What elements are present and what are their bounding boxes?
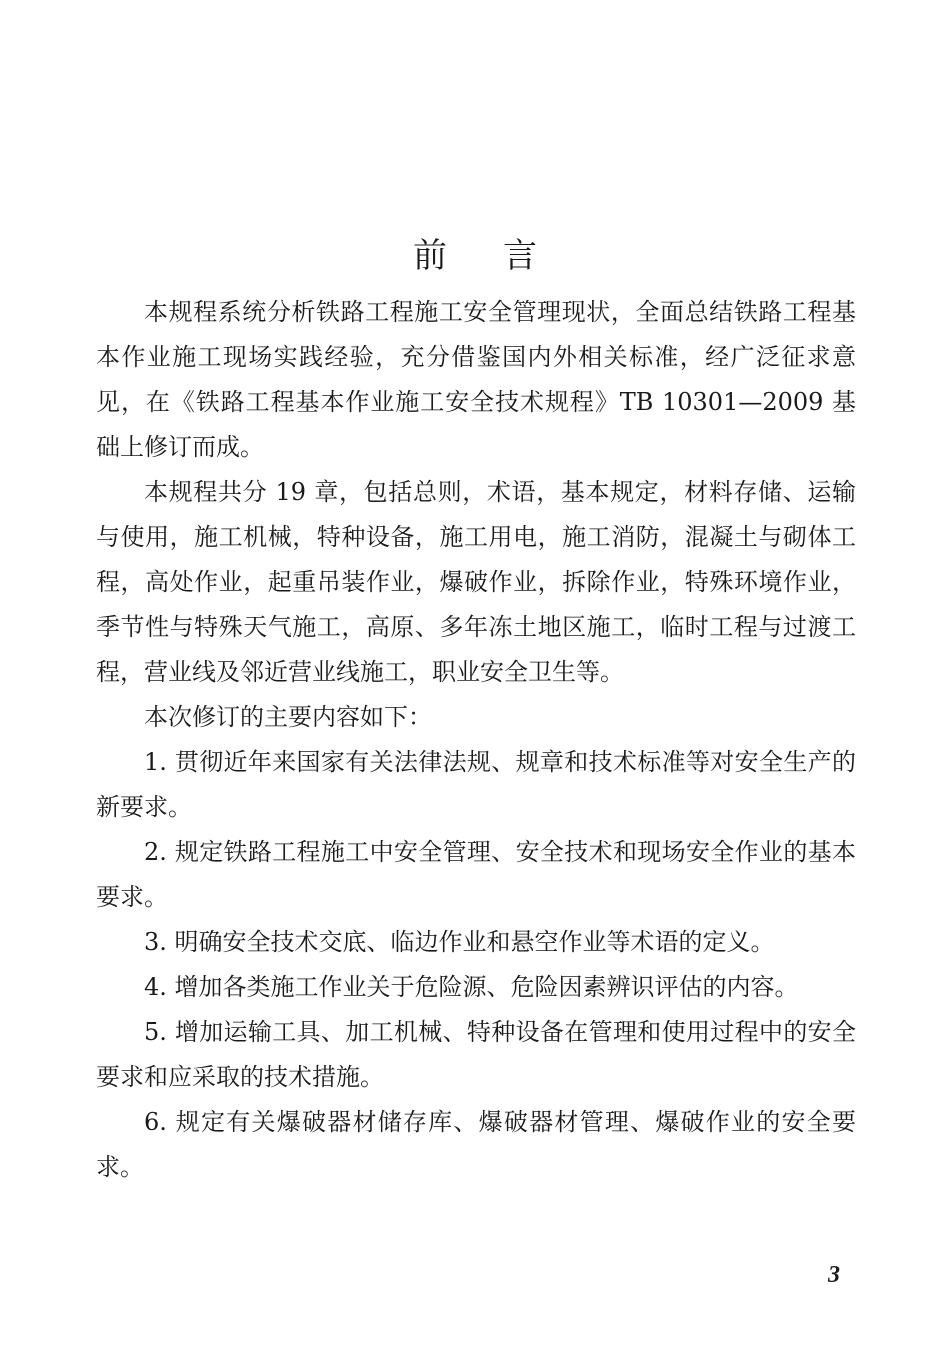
page-title: 前言 — [413, 235, 593, 276]
paragraph-item-2: 2. 规定铁路工程施工中安全管理、安全技术和现场安全作业的基本要求。 — [96, 838, 856, 911]
page-number: 3 — [828, 1262, 840, 1288]
paragraph-item-1: 1. 贯彻近年来国家有关法律法规、规章和技术标准等对安全生产的新要求。 — [96, 748, 856, 821]
paragraph-item-3: 3. 明确安全技术交底、临边作业和悬空作业等术语的定义。 — [144, 928, 775, 956]
paragraph-item-5: 5. 增加运输工具、加工机械、特种设备在管理和使用过程中的安全要求和应采取的技术措施。 — [96, 1018, 856, 1091]
paragraph-item-6: 6. 规定有关爆破器材储存库、爆破器材管理、爆破作业的安全要求。 — [96, 1108, 856, 1181]
paragraph-intro: 本规程系统分析铁路工程施工安全管理现状，全面总结铁路工程基本作业施工现场实践经验，充分借鉴国内外相关标准，经广泛征求意见，在《铁路工程基本作业施工安全技术规程》TB 10301—2009 基础上修订而成。 — [96, 298, 856, 461]
paragraph-item-4: 4. 增加各类施工作业关于危险源、危险因素辨识评估的内容。 — [144, 973, 799, 1001]
paragraph-chapters: 本规程共分 19 章，包括总则，术语，基本规定，材料存储、运输与使用，施工机械，特种设备，施工用电，施工消防，混凝土与砌体工程，高处作业，起重吊装作业，爆破作业，拆除作业，特殊环境作业，季节性与特殊天气施工，高原、多年冻土地区施工，临时工程与过渡工程，营业线及邻近营业线施工，职业安全卫生等。 — [96, 478, 856, 686]
document-body — [96, 290, 856, 1190]
paragraph-revision-heading: 本次修订的主要内容如下： — [144, 703, 432, 731]
